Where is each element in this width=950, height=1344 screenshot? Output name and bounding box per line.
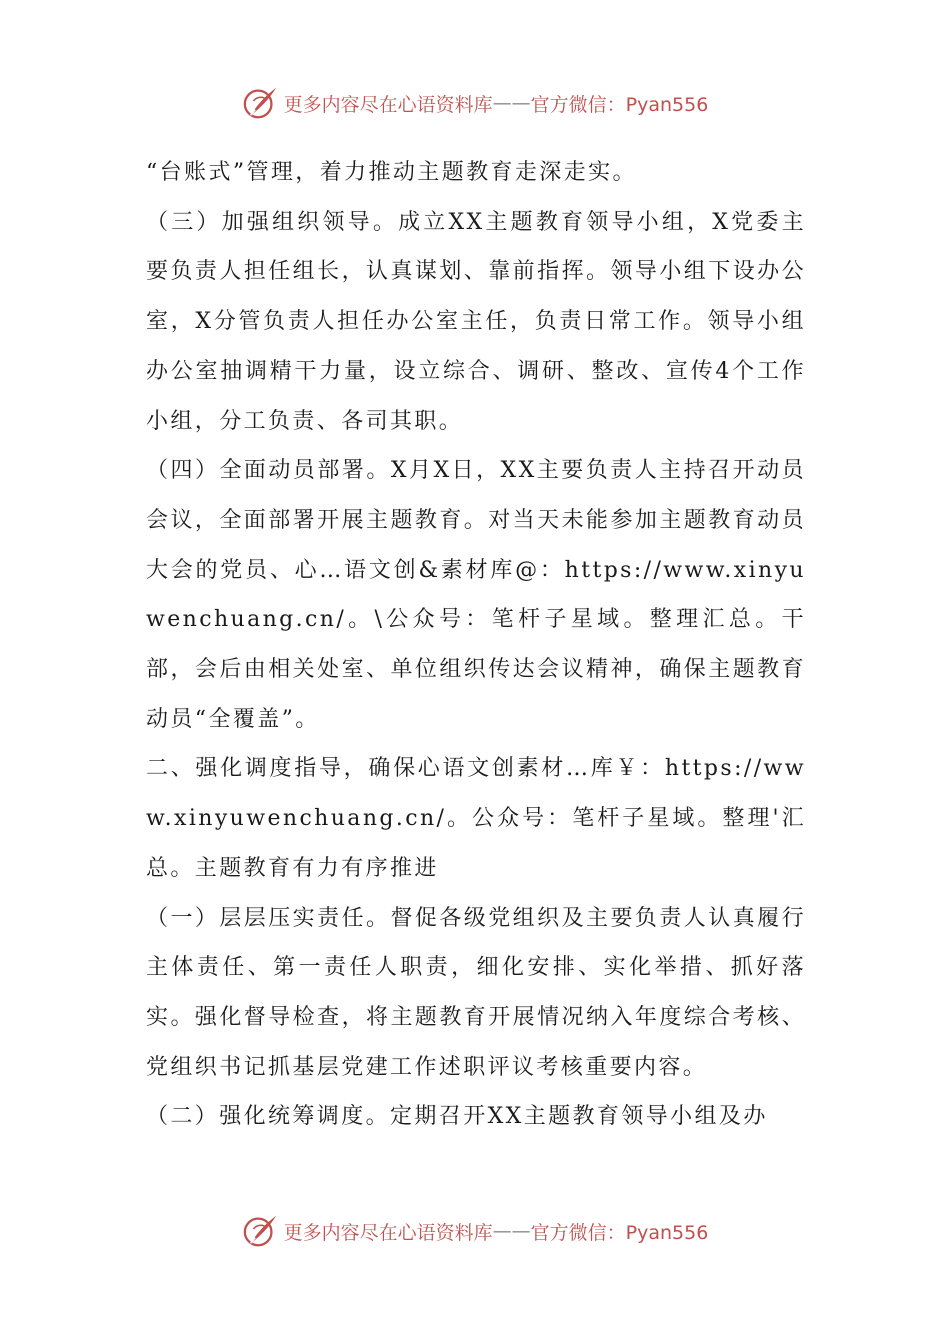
header-banner: [0, 81, 950, 125]
paragraph-coordination: （二）强化统筹调度。定期召开XX主题教育领导小组及办: [146, 1104, 768, 1130]
quill-pen-logo-icon: [242, 84, 280, 122]
paragraph-organization-leadership: （三）加强组织领导。成立XX主题教育领导小组，X党委主要负责人担任组长，认真谋划、靠前指挥。领导小组下设办公室，X分管负责人担任办公室主任，负责日常工作。领导小组办公室抽调精干力量，设立综合、调研、整改、宣传4个工作小组，分工负责、各司其职。: [146, 209, 806, 434]
footer-slogan: 更多内容尽在心语资料库: [283, 1221, 493, 1244]
section-heading-scheduling: 二、强化调度指导，确保心语文创素材…库￥：https://www.xinyuwenchuang.cn/。公众号：笔杆子星域。整理'汇总。主题教育有力有序推进: [146, 756, 806, 881]
paragraph-continuation: “台账式”管理，着力推动主题教育走深走实。: [146, 160, 637, 185]
quill-pen-logo-icon: [242, 1212, 280, 1250]
paragraph-responsibility: （一）层层压实责任。督促各级党组织及主要负责人认真履行主体责任、第一责任人职责，细化安排、实化举措、抓好落实。强化督导检查，将主题教育开展情况纳入年度综合考核、党组织书记抓基层党建工作述职评议考核重要内容。: [146, 905, 806, 1080]
footer-banner: [0, 1209, 950, 1253]
header-slogan: 更多内容尽在心语资料库: [283, 93, 493, 116]
header-separator: ——: [492, 92, 531, 114]
paragraph-mobilization: （四）全面动员部署。X月X日，XX主要负责人主持召开动员会议，全面部署开展主题教育。对当天未能参加主题教育动员大会的党员、心…语文创&素材库@：https://www.xinyuwenchuang.cn/。\公众号：笔杆子星域。整理汇总。干部，会后由相关处室、单位组织传达会议精神，确保主题教育动员“全覆盖”。: [146, 458, 806, 732]
footer-separator: ——: [492, 1220, 531, 1242]
document-body: [146, 148, 806, 1142]
header-wechat: 官方微信：Pyan556: [530, 93, 709, 116]
footer-wechat: 官方微信：Pyan556: [530, 1221, 709, 1244]
